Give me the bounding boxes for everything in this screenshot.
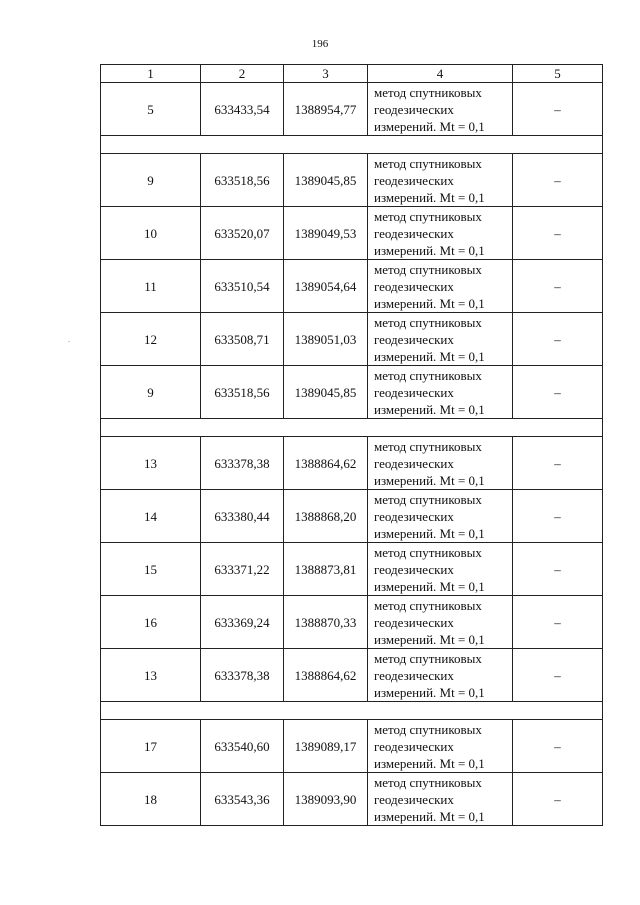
header-cell-1: 1 bbox=[101, 65, 201, 83]
method-line: измерений. Mt = 0,1 bbox=[374, 118, 485, 134]
method-line: измерений. Mt = 0,1 bbox=[374, 242, 485, 258]
method-line: измерений. Mt = 0,1 bbox=[374, 348, 485, 364]
table-row bbox=[101, 649, 603, 702]
method-line: измерений. Mt = 0,1 bbox=[374, 401, 485, 417]
table-row bbox=[101, 490, 603, 543]
method-line: метод спутниковых bbox=[374, 208, 482, 224]
method-line: метод спутниковых bbox=[374, 84, 482, 100]
point-number-cell: 18 bbox=[101, 773, 201, 826]
table-row bbox=[101, 596, 603, 649]
x-coordinate-cell: 633433,54 bbox=[201, 83, 284, 136]
point-number-cell: 17 bbox=[101, 720, 201, 773]
method-cell bbox=[368, 83, 513, 136]
x-coordinate-cell: 633369,24 bbox=[201, 596, 284, 649]
method-line: метод спутниковых bbox=[374, 261, 482, 277]
point-number-cell: 9 bbox=[101, 154, 201, 207]
y-coordinate-cell: 1389045,85 bbox=[284, 366, 368, 419]
method-line: метод спутниковых bbox=[374, 650, 482, 666]
method-line: геодезических bbox=[374, 101, 454, 117]
method-line: измерений. Mt = 0,1 bbox=[374, 755, 485, 771]
table-row bbox=[101, 437, 603, 490]
method-line: геодезических bbox=[374, 225, 454, 241]
method-line: метод спутниковых bbox=[374, 367, 482, 383]
x-coordinate-cell: 633520,07 bbox=[201, 207, 284, 260]
method-line: измерений. Mt = 0,1 bbox=[374, 295, 485, 311]
method-line: геодезических bbox=[374, 508, 454, 524]
method-line: геодезических bbox=[374, 172, 454, 188]
method-line: геодезических bbox=[374, 667, 454, 683]
y-coordinate-cell: 1388954,77 bbox=[284, 83, 368, 136]
y-coordinate-cell: 1388873,81 bbox=[284, 543, 368, 596]
x-coordinate-cell: 633518,56 bbox=[201, 366, 284, 419]
point-number-cell: 9 bbox=[101, 366, 201, 419]
y-coordinate-cell: 1388868,20 bbox=[284, 490, 368, 543]
note-cell: – bbox=[513, 207, 603, 260]
table-row bbox=[101, 366, 603, 419]
method-cell bbox=[368, 154, 513, 207]
x-coordinate-cell: 633371,22 bbox=[201, 543, 284, 596]
method-cell bbox=[368, 366, 513, 419]
point-number-cell: 13 bbox=[101, 437, 201, 490]
y-coordinate-cell: 1389054,64 bbox=[284, 260, 368, 313]
point-number-cell: 12 bbox=[101, 313, 201, 366]
method-line: метод спутниковых bbox=[374, 721, 482, 737]
x-coordinate-cell: 633378,38 bbox=[201, 437, 284, 490]
table-row bbox=[101, 543, 603, 596]
x-coordinate-cell: 633508,71 bbox=[201, 313, 284, 366]
note-cell: – bbox=[513, 649, 603, 702]
separator-row bbox=[101, 419, 603, 437]
separator-row bbox=[101, 702, 603, 720]
x-coordinate-cell: 633540,60 bbox=[201, 720, 284, 773]
y-coordinate-cell: 1388864,62 bbox=[284, 437, 368, 490]
table-row bbox=[101, 207, 603, 260]
note-cell: – bbox=[513, 154, 603, 207]
method-line: измерений. Mt = 0,1 bbox=[374, 684, 485, 700]
method-line: метод спутниковых bbox=[374, 155, 482, 171]
x-coordinate-cell: 633543,36 bbox=[201, 773, 284, 826]
x-coordinate-cell: 633510,54 bbox=[201, 260, 284, 313]
method-cell bbox=[368, 720, 513, 773]
point-number-cell: 14 bbox=[101, 490, 201, 543]
method-line: метод спутниковых bbox=[374, 597, 482, 613]
header-cell-5: 5 bbox=[513, 65, 603, 83]
method-cell bbox=[368, 313, 513, 366]
method-line: геодезических bbox=[374, 455, 454, 471]
table-row bbox=[101, 154, 603, 207]
y-coordinate-cell: 1389051,03 bbox=[284, 313, 368, 366]
method-cell bbox=[368, 437, 513, 490]
point-number-cell: 16 bbox=[101, 596, 201, 649]
coordinates-table bbox=[100, 64, 603, 826]
margin-mark: . bbox=[68, 334, 71, 344]
point-number-cell: 15 bbox=[101, 543, 201, 596]
method-line: измерений. Mt = 0,1 bbox=[374, 578, 485, 594]
method-cell bbox=[368, 207, 513, 260]
method-line: метод спутниковых bbox=[374, 774, 482, 790]
note-cell: – bbox=[513, 773, 603, 826]
method-line: метод спутниковых bbox=[374, 314, 482, 330]
method-line: метод спутниковых bbox=[374, 438, 482, 454]
note-cell: – bbox=[513, 83, 603, 136]
note-cell: – bbox=[513, 490, 603, 543]
point-number-cell: 13 bbox=[101, 649, 201, 702]
x-coordinate-cell: 633518,56 bbox=[201, 154, 284, 207]
method-cell bbox=[368, 490, 513, 543]
method-line: измерений. Mt = 0,1 bbox=[374, 189, 485, 205]
point-number-cell: 10 bbox=[101, 207, 201, 260]
y-coordinate-cell: 1388870,33 bbox=[284, 596, 368, 649]
note-cell: – bbox=[513, 260, 603, 313]
note-cell: – bbox=[513, 596, 603, 649]
method-line: геодезических bbox=[374, 614, 454, 630]
note-cell: – bbox=[513, 437, 603, 490]
table-row bbox=[101, 720, 603, 773]
y-coordinate-cell: 1388864,62 bbox=[284, 649, 368, 702]
method-line: геодезических bbox=[374, 561, 454, 577]
method-line: измерений. Mt = 0,1 bbox=[374, 525, 485, 541]
x-coordinate-cell: 633380,44 bbox=[201, 490, 284, 543]
note-cell: – bbox=[513, 313, 603, 366]
method-cell bbox=[368, 773, 513, 826]
table-row bbox=[101, 260, 603, 313]
header-row bbox=[101, 65, 603, 83]
separator-row bbox=[101, 136, 603, 154]
note-cell: – bbox=[513, 366, 603, 419]
y-coordinate-cell: 1389045,85 bbox=[284, 154, 368, 207]
method-line: геодезических bbox=[374, 278, 454, 294]
header-cell-3: 3 bbox=[284, 65, 368, 83]
method-line: геодезических bbox=[374, 384, 454, 400]
separator-cell bbox=[101, 136, 603, 154]
method-cell bbox=[368, 260, 513, 313]
point-number-cell: 11 bbox=[101, 260, 201, 313]
method-line: геодезических bbox=[374, 331, 454, 347]
method-line: геодезических bbox=[374, 738, 454, 754]
method-cell bbox=[368, 649, 513, 702]
method-line: измерений. Mt = 0,1 bbox=[374, 631, 485, 647]
page-number: 196 bbox=[311, 38, 329, 50]
method-line: метод спутниковых bbox=[374, 491, 482, 507]
method-cell bbox=[368, 596, 513, 649]
point-number-cell: 5 bbox=[101, 83, 201, 136]
note-cell: – bbox=[513, 720, 603, 773]
method-cell bbox=[368, 543, 513, 596]
header-cell-2: 2 bbox=[201, 65, 284, 83]
table-body bbox=[101, 65, 603, 826]
method-line: геодезических bbox=[374, 791, 454, 807]
method-line: метод спутниковых bbox=[374, 544, 482, 560]
note-cell: – bbox=[513, 543, 603, 596]
table-row bbox=[101, 313, 603, 366]
y-coordinate-cell: 1389089,17 bbox=[284, 720, 368, 773]
y-coordinate-cell: 1389093,90 bbox=[284, 773, 368, 826]
method-line: измерений. Mt = 0,1 bbox=[374, 472, 485, 488]
header-cell-4: 4 bbox=[368, 65, 513, 83]
x-coordinate-cell: 633378,38 bbox=[201, 649, 284, 702]
separator-cell bbox=[101, 419, 603, 437]
table-row bbox=[101, 773, 603, 826]
y-coordinate-cell: 1389049,53 bbox=[284, 207, 368, 260]
separator-cell bbox=[101, 702, 603, 720]
table-row bbox=[101, 83, 603, 136]
method-line: измерений. Mt = 0,1 bbox=[374, 808, 485, 824]
